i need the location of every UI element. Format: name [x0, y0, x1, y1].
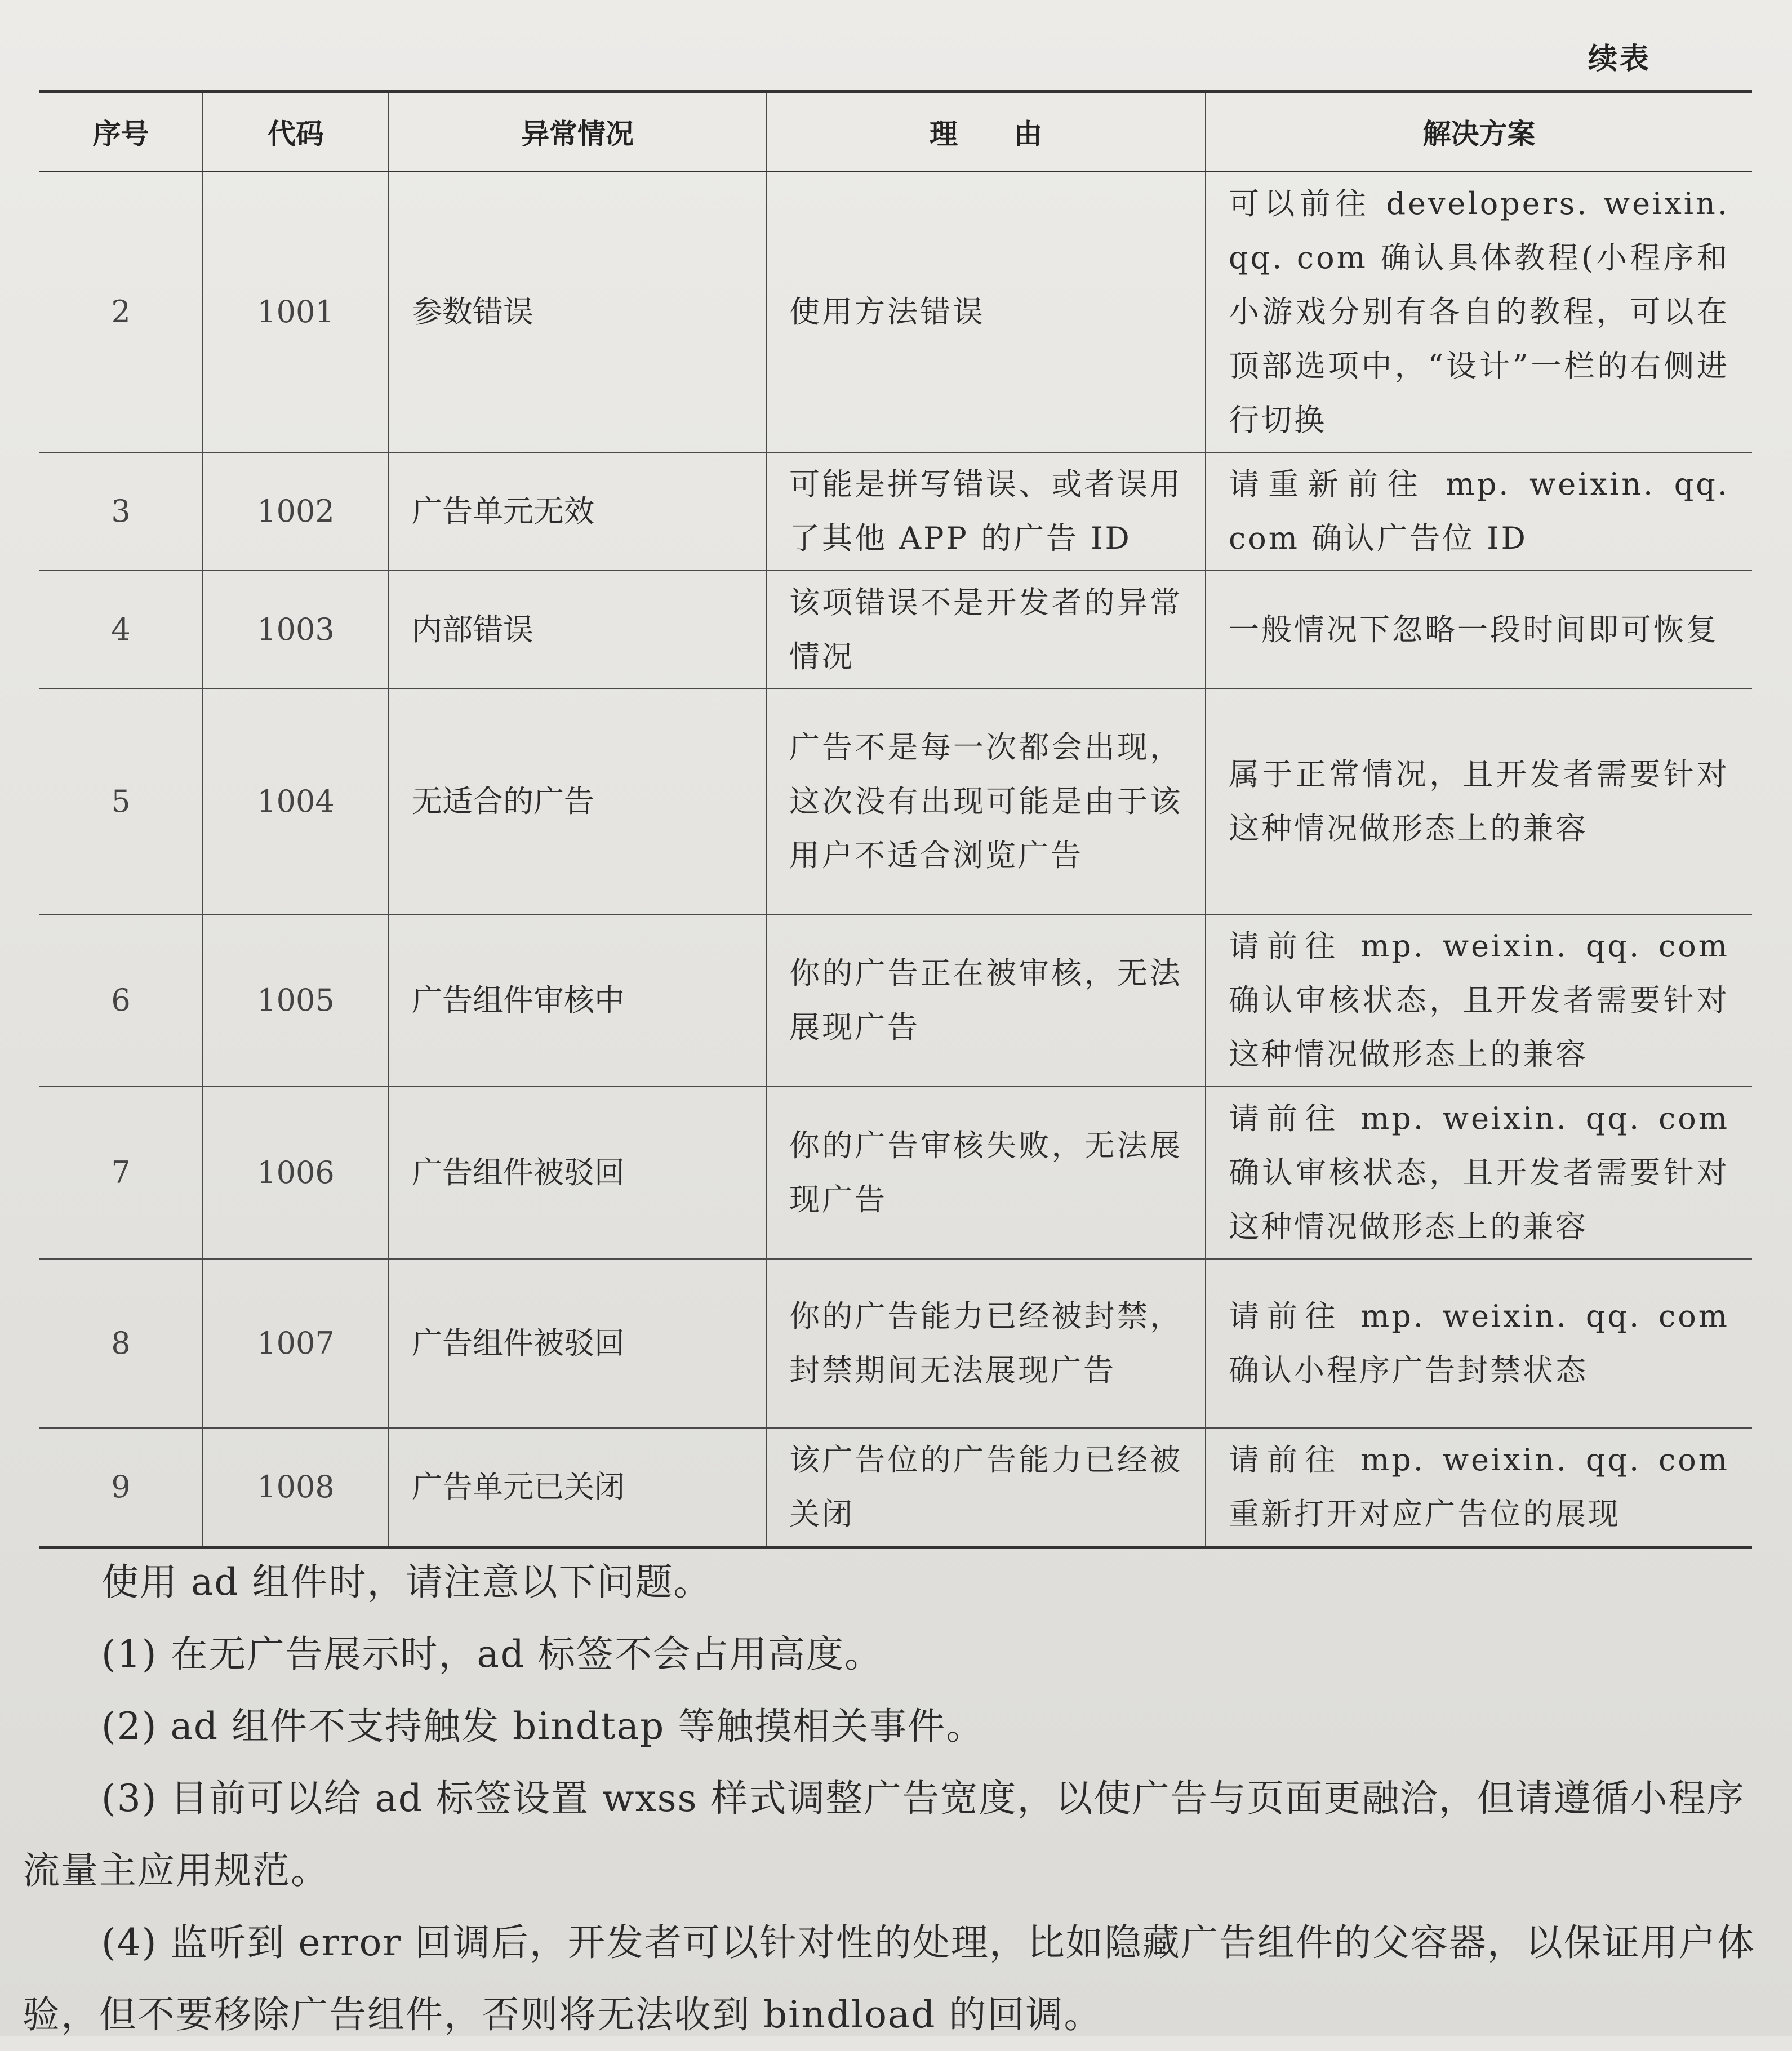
- cell-code: 1003: [203, 571, 389, 689]
- cell-seq: 6: [39, 914, 203, 1087]
- cell-solution: 请前往 mp. weixin. qq. com 确认审核状态，且开发者需要针对这种情况做形态上的兼容: [1206, 1087, 1752, 1259]
- continued-label: 续表: [1588, 42, 1651, 76]
- cell-reason: 你的广告审核失败，无法展现广告: [766, 1087, 1206, 1259]
- cell-issue: 内部错误: [389, 571, 766, 689]
- cell-solution: 属于正常情况，且开发者需要针对这种情况做形态上的兼容: [1206, 689, 1752, 914]
- cell-issue: 无适合的广告: [389, 689, 766, 914]
- table-row: [39, 571, 1752, 689]
- cell-issue: 广告组件审核中: [389, 914, 766, 1087]
- cell-code: 1002: [203, 452, 389, 571]
- cell-solution: 一般情况下忽略一段时间即可恢复: [1206, 571, 1752, 689]
- header-reason: 理 由: [766, 92, 1206, 172]
- cell-reason: 使用方法错误: [766, 172, 1206, 453]
- cell-solution: 请重新前往 mp. weixin. qq. com 确认广告位 ID: [1206, 452, 1752, 571]
- cell-issue: 广告单元无效: [389, 452, 766, 571]
- error-code-table: [39, 90, 1752, 1549]
- cell-reason: 你的广告能力已经被封禁，封禁期间无法展现广告: [766, 1259, 1206, 1428]
- cell-seq: 8: [39, 1259, 203, 1428]
- header-solution: 解决方案: [1206, 92, 1752, 172]
- table-row: [39, 1259, 1752, 1428]
- cell-code: 1006: [203, 1087, 389, 1259]
- note-item: (4) 监听到 error 回调后，开发者可以针对性的处理，比如隐藏广告组件的父容器，以保证用户体验，但不要移除广告组件，否则将无法收到 bindload 的回调。: [23, 1921, 1755, 2036]
- cell-code: 1005: [203, 914, 389, 1087]
- cell-code: 1001: [203, 172, 389, 453]
- cell-seq: 7: [39, 1087, 203, 1259]
- table-row: [39, 1428, 1752, 1547]
- cell-code: 1004: [203, 689, 389, 914]
- note-item: (2) ad 组件不支持触发 bindtap 等触摸相关事件。: [101, 1705, 985, 1748]
- header-seq: 序号: [39, 92, 203, 172]
- cell-seq: 4: [39, 571, 203, 689]
- cell-reason: 该项错误不是开发者的异常情况: [766, 571, 1206, 689]
- usage-notes: [23, 1546, 1769, 2051]
- cell-reason: 该广告位的广告能力已经被关闭: [766, 1428, 1206, 1547]
- table-row: [39, 689, 1752, 914]
- table-row: [39, 452, 1752, 571]
- table-row: [39, 914, 1752, 1087]
- cell-seq: 5: [39, 689, 203, 914]
- cell-solution: 请前往 mp. weixin. qq. com 确认小程序广告封禁状态: [1206, 1259, 1752, 1428]
- cell-solution: 可以前往 developers. weixin. qq. com 确认具体教程(小程序和小游戏分别有各自的教程，可以在顶部选项中，“设计”一栏的右侧进行切换: [1206, 172, 1752, 453]
- cell-reason: 可能是拼写错误、或者误用了其他 APP 的广告 ID: [766, 452, 1206, 571]
- cell-seq: 2: [39, 172, 203, 453]
- cell-code: 1008: [203, 1428, 389, 1547]
- cell-solution: 请前往 mp. weixin. qq. com 重新打开对应广告位的展现: [1206, 1428, 1752, 1547]
- cell-issue: 参数错误: [389, 172, 766, 453]
- note-item: (1) 在无广告展示时，ad 标签不会占用高度。: [101, 1632, 883, 1676]
- cell-code: 1007: [203, 1259, 389, 1428]
- cell-reason: 广告不是每一次都会出现，这次没有出现可能是由于该用户不适合浏览广告: [766, 689, 1206, 914]
- cell-seq: 3: [39, 452, 203, 571]
- cell-seq: 9: [39, 1428, 203, 1547]
- notes-intro: 使用 ad 组件时，请注意以下问题。: [101, 1560, 712, 1604]
- cell-issue: 广告单元已关闭: [389, 1428, 766, 1547]
- table-header-row: [39, 92, 1752, 172]
- cell-issue: 广告组件被驳回: [389, 1259, 766, 1428]
- cell-reason: 你的广告正在被审核，无法展现广告: [766, 914, 1206, 1087]
- cell-solution: 请前往 mp. weixin. qq. com 确认审核状态，且开发者需要针对这种情况做形态上的兼容: [1206, 914, 1752, 1087]
- table-row: [39, 172, 1752, 453]
- table-row: [39, 1087, 1752, 1259]
- header-issue: 异常情况: [389, 92, 766, 172]
- note-item: (3) 目前可以给 ad 标签设置 wxss 样式调整广告宽度，以使广告与页面更融洽，但请遵循小程序流量主应用规范。: [23, 1777, 1745, 1892]
- cell-issue: 广告组件被驳回: [389, 1087, 766, 1259]
- header-code: 代码: [203, 92, 389, 172]
